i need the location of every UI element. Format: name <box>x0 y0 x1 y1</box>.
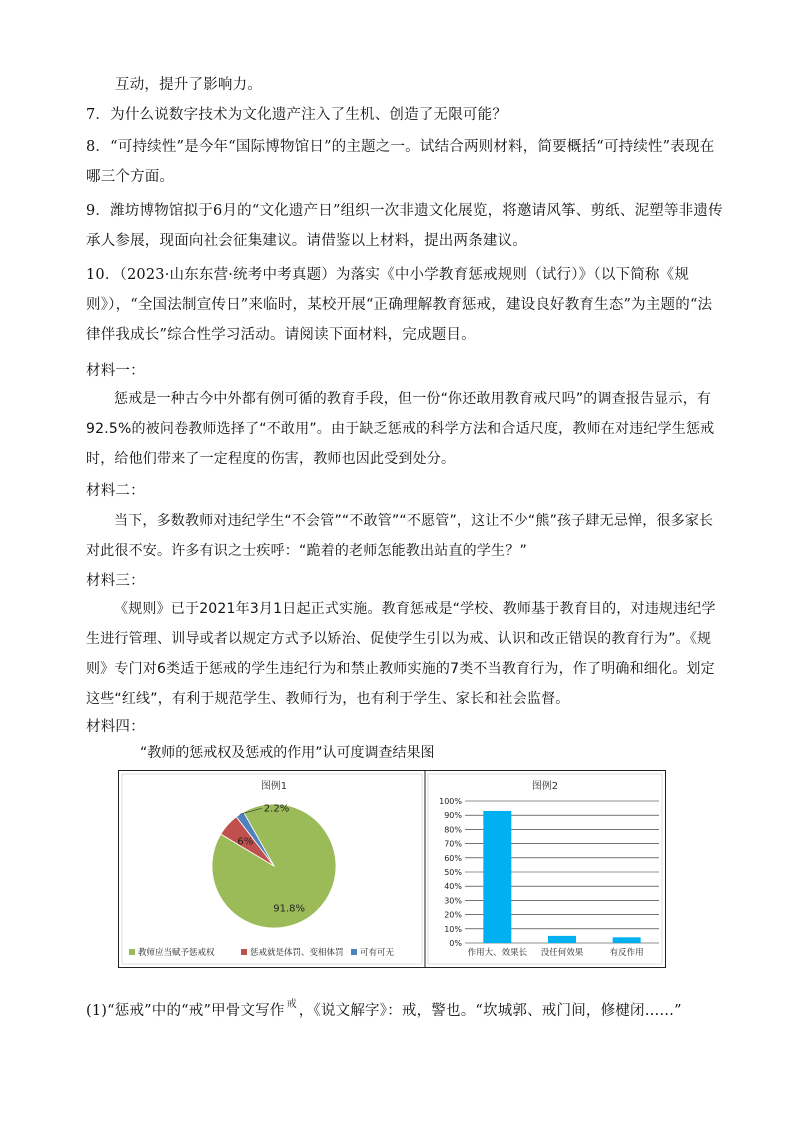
bar-ytick-7: 70% <box>444 839 462 849</box>
chart-title: “教师的惩戒权及惩戒的作用”认可度调查结果图 <box>140 745 435 761</box>
material-2-label: 材料二： <box>86 483 145 499</box>
bar-ytick-4: 40% <box>444 882 462 892</box>
bar-0 <box>483 811 511 943</box>
bar-ytick-10: 100% <box>439 797 462 806</box>
bar-ytick-5: 50% <box>444 868 462 877</box>
bar-2 <box>613 937 641 943</box>
bar-chart <box>439 779 659 958</box>
pie-label-2: 2.2% <box>263 803 290 815</box>
bar-xtick-2: 有反作用 <box>609 948 644 958</box>
pie-legend-swatch-0 <box>129 949 135 955</box>
bar-ytick-6: 60% <box>444 853 462 863</box>
pie-title: 图例1 <box>260 781 288 792</box>
bar-ytick-0: 0% <box>449 939 462 948</box>
pie-legend-label-0: 教师应当赋予惩戒权 <box>138 948 215 958</box>
question-10: 10．（2023·山东东营·统考中考真题）为落实《中小学教育惩戒规则（试行）》（以下简称《规则》），“全国法制宣传日”来临时，某校开展“正确理解教育惩戒，建设良好教育生态”为主题的“法律伴我成长”综合性学习活动。请阅读下面材料，完成题目。 <box>86 267 713 343</box>
material-3-text: 《规则》已于2021年3月1日起正式实施。教育惩戒是“学校、教师基于教育目的，对违规违纪学生进行管理、训导或者以规定方式予以矫治、促使学生引以为戒、认识和改正错误的教育行为”。《规则》专门对6类适于惩戒的学生违纪行为和禁止教师实施的7类不当教育行为，作了明确和细化。划定这些“红线”，有利于规范学生、教师行为，也有利于学生、家长和社会监督。 <box>86 601 716 707</box>
sub-question-1-prefix: (1)“惩戒”中的“戒”甲骨文写作 <box>86 1003 285 1019</box>
pie-label-0: 91.8% <box>273 903 306 915</box>
material-1-text: 惩戒是一种古今中外都有例可循的教育手段，但一份“你还敢用教育戒尺吗”的调查报告显示，有92.5%的被问卷教师选择了“不敢用”。由于缺乏惩戒的科学方法和合适尺度，教师在对违纪学生惩戒时，给他们带来了一定程度的伤害，教师也因此受到处分。 <box>86 391 715 467</box>
survey-chart-svg <box>119 771 665 967</box>
pie-legend-label-2: 可有可无 <box>360 948 395 958</box>
bar-ytick-3: 30% <box>444 896 462 906</box>
question-7: 7．为什么说数字技术为文化遗产注入了生机、创造了无限可能？ <box>86 107 508 123</box>
question-8: 8．“可持续性”是今年“国际博物馆日”的主题之一。试结合两则材料，简要概括“可持续性”表现在哪三个方面。 <box>86 139 715 185</box>
pie-chart <box>129 779 395 958</box>
question-9: 9．潍坊博物馆拟于6月的“文化遗产日”组织一次非遗文化展览，将邀请风筝、剪纸、泥塑等非遗传承人参展，现面向社会征集建议。请借鉴以上材料，提出两条建议。 <box>86 203 723 249</box>
survey-figure <box>118 770 666 968</box>
oracle-bone-glyph: 戒 <box>286 999 297 1010</box>
bar-xtick-0: 作用大、效果长 <box>467 948 528 958</box>
bar-panel-frame <box>428 774 662 964</box>
pie-legend-swatch-1 <box>241 949 247 955</box>
pie-label-1: 6% <box>237 836 254 848</box>
pie-legend-label-1: 惩戒就是体罚、变相体罚 <box>250 948 344 958</box>
text-line-continuation: 互动，提升了影响力。 <box>115 77 262 93</box>
sub-question-1-suffix: ，《说文解字》：戒，警也。“坎城郭、戒门间，修楗闭……” <box>298 1003 682 1019</box>
material-4-label: 材料四： <box>86 719 145 735</box>
bar-ytick-8: 80% <box>444 825 462 835</box>
material-3-label: 材料三： <box>86 573 145 589</box>
bar-title: 图例2 <box>531 781 559 792</box>
pie-legend-swatch-2 <box>351 949 357 955</box>
bar-1 <box>548 936 576 943</box>
bar-ytick-9: 90% <box>444 811 462 821</box>
sub-question-1 <box>86 996 726 1026</box>
bar-ytick-2: 20% <box>444 910 462 920</box>
material-1-label: 材料一： <box>86 363 145 379</box>
bar-ytick-1: 10% <box>444 924 462 934</box>
material-2-text: 当下，多数教师对违纪学生“不会管”“不敢管”“不愿管”，这让不少“熊”孩子肆无忌惮，很多家长对此很不安。许多有识之士疾呼：“跪着的老师怎能教出站直的学生？” <box>86 513 714 559</box>
bar-xtick-1: 没任何效果 <box>540 948 584 958</box>
